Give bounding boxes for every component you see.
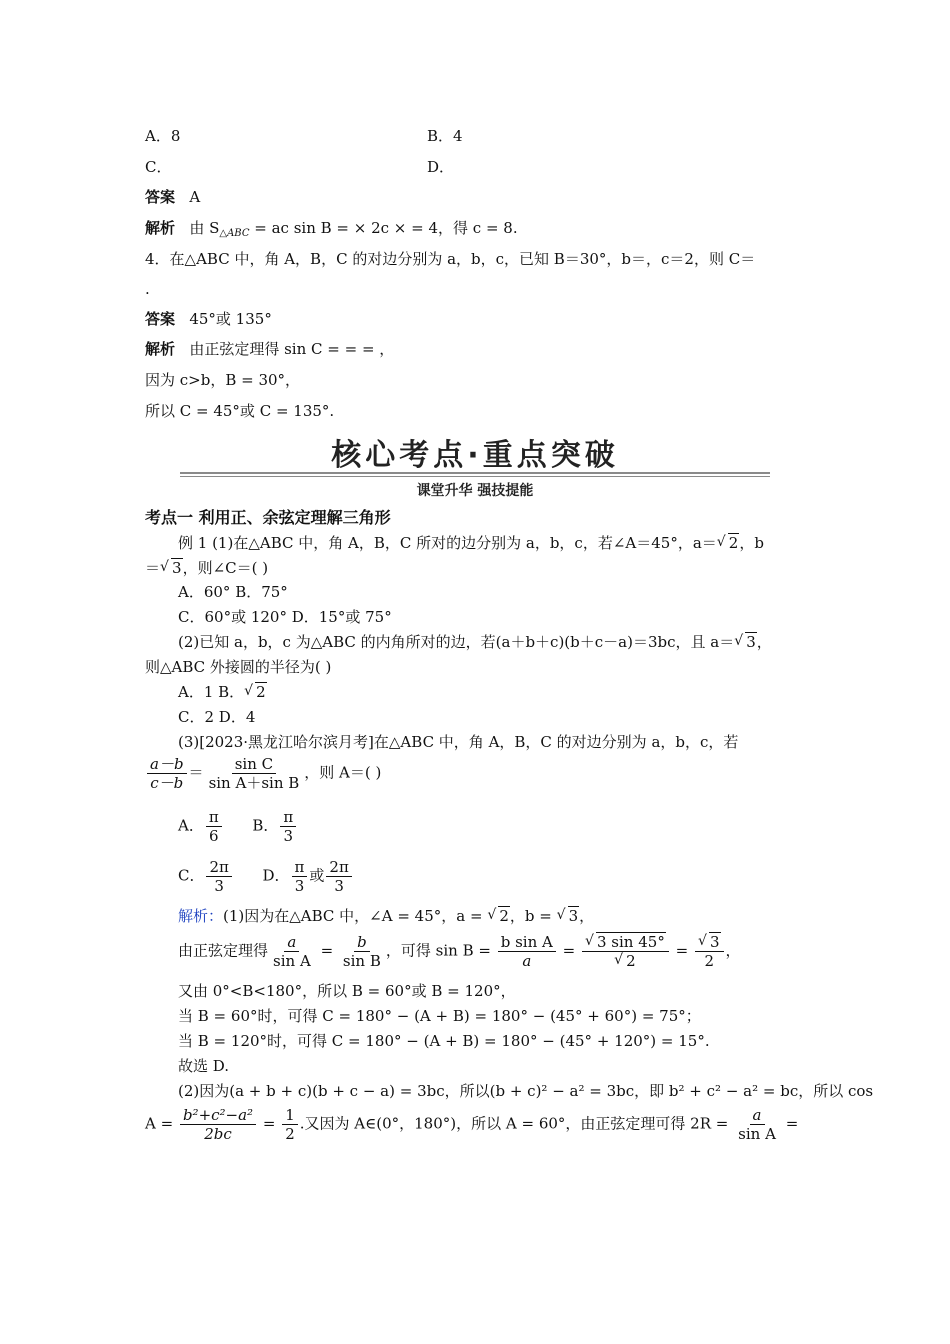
solution-s2-b: ，可得 sin B = — [385, 941, 491, 960]
sqrt-3: √ 3 — [556, 907, 579, 925]
frac-num: b²+c²−a² — [180, 1106, 256, 1125]
solution-4: 当 B = 60°时，可得 C = 180° − (A + B) = 180° − (45° + 60°) = 75°； — [178, 1007, 701, 1025]
banner-title: 核心考点·重点突破 — [331, 438, 619, 473]
solution-s2-c: ， — [725, 941, 741, 960]
opt-c-label: C． — [178, 866, 205, 885]
frac-num: a－b — [147, 755, 187, 774]
ex1-p2-a: (2)已知 a，b，c 为△ABC 的内角所对的边，若(a＋b＋c)(b＋c－a)＝3bc，且 a＝ — [178, 633, 735, 651]
banner-subtitle: 课堂升华 强技提能 — [416, 483, 534, 499]
ex1-p3: (3)[2023·黑龙江哈尔滨月考]在△ABC 中，角 A，B，C 的对边分别为 a，b，c，若 — [178, 733, 739, 751]
frac-num: sin C — [232, 755, 276, 774]
fraction-sqrt3sin45-sqrt2 — [582, 933, 669, 970]
ex1-opt3-ab — [178, 808, 298, 845]
q4-line1: 4．在△ABC 中，角 A，B，C 的对边分别为 a，b，c，已知 B＝30°，b＝，c＝2，则 C＝ — [145, 250, 756, 268]
answer-value: A — [189, 188, 201, 206]
analysis-text-a: 由 S — [189, 219, 220, 237]
section-banner — [180, 430, 770, 500]
frac-num: b — [354, 933, 370, 952]
fraction-a-b-over-c-b — [147, 755, 187, 792]
ex1-p2 — [178, 632, 772, 652]
ex1-opt2-a: A．1 B． — [178, 683, 245, 701]
frac-num: a — [750, 1106, 765, 1125]
frac-num: 2π — [206, 858, 231, 877]
frac-den: 3 — [294, 877, 305, 895]
solution-label: 解析： — [178, 907, 224, 925]
solution-s8-c: = — [785, 1114, 799, 1133]
ex1-p1-a: 例 1 (1)在△ABC 中，角 A，B，C 所对的边分别为 a，b，c，若∠A＝45°，a＝ — [178, 534, 717, 552]
fraction-a-sina — [270, 933, 314, 970]
sqrt-2-value: 2 — [626, 952, 636, 970]
ex1-p2-cont: 则△ABC 外接圆的半径为( ) — [145, 658, 332, 676]
q4-analysis-3: 所以 C = 45°或 C = 135°. — [145, 402, 335, 420]
fraction-sqrt3-2 — [695, 933, 724, 970]
equals: ＝ — [188, 763, 204, 782]
q3-analysis — [145, 218, 518, 244]
frac-num: 1 — [282, 1106, 298, 1125]
frac-den: 2bc — [204, 1125, 232, 1143]
fraction-one-half — [282, 1106, 298, 1143]
ex1-p1 — [178, 533, 764, 553]
or-text: 或 — [309, 866, 325, 885]
sqrt-3-value: 3 — [709, 933, 720, 951]
frac-den: 3 — [283, 827, 294, 845]
sqrt-3: √ 3 — [734, 633, 756, 651]
sqrt-3sin45-value: 3 sin 45° — [597, 933, 665, 951]
analysis-text: 由正弦定理得 sin C = = = ， — [189, 340, 395, 358]
equals: = — [320, 941, 334, 960]
fraction-a-sina — [735, 1106, 779, 1143]
ex1-opt1-ab: A．60° B．75° — [178, 583, 288, 601]
solution-s8-b: .又因为 A∈(0°，180°)，所以 A = 60°，由正弦定理可得 2R = — [299, 1114, 729, 1133]
opt-a-label: A． — [178, 816, 204, 835]
analysis-label: 解析 — [145, 340, 176, 358]
fraction-2pi-3 — [326, 858, 351, 895]
fraction-sinc — [206, 755, 303, 792]
sqrt-3: √ 3 — [697, 933, 720, 951]
solution-1 — [178, 906, 594, 926]
ex1-opt1-cd: C．60°或 120° D．15°或 75° — [178, 608, 392, 626]
frac-den: c－b — [150, 774, 184, 792]
frac-den: 2 — [285, 1125, 295, 1143]
equals: = — [262, 1114, 276, 1133]
frac-num: 2π — [326, 858, 351, 877]
q3-answer — [145, 187, 200, 207]
ex1-p1-b: ，b — [739, 534, 764, 552]
sqrt-3-value: 3 — [172, 559, 182, 577]
solution-s8-a: A = — [145, 1114, 174, 1133]
q4-answer — [145, 309, 272, 329]
equals: = — [675, 941, 689, 960]
sqrt-2-value: 2 — [728, 534, 739, 552]
q4-line2: . — [145, 280, 150, 298]
solution-6: 故选 D. — [178, 1057, 230, 1075]
frac-den: 6 — [209, 827, 219, 845]
fraction-2pi-3 — [206, 858, 231, 895]
q4-analysis-1 — [145, 339, 394, 359]
frac-den: sin A — [273, 952, 311, 970]
answer-value: 45°或 135° — [189, 310, 272, 328]
sqrt-3-value: 3 — [746, 633, 756, 651]
answer-label: 答案 — [145, 188, 176, 206]
solution-s1-b: ，b = — [509, 907, 557, 925]
ex1-p1-c: ＝ — [145, 559, 161, 577]
banner-rule — [180, 472, 770, 474]
ex1-opt3-cd — [178, 858, 354, 895]
ex1-opt2-ab — [178, 682, 267, 702]
solution-s2-a: 由正弦定理得 — [178, 941, 269, 960]
frac-den: sin A＋sin B — [208, 774, 300, 792]
ex1-p1-d: ，则∠C＝( ) — [182, 559, 269, 577]
fraction-pi-6 — [206, 808, 222, 845]
sqrt-2: √ 2 — [716, 534, 739, 552]
frac-den: sin A — [738, 1125, 776, 1143]
fraction-pi-3 — [280, 808, 296, 845]
frac-den: 3 — [334, 877, 344, 895]
frac-num: π — [292, 858, 308, 877]
sqrt-3sin45: √ 3 sin 45° — [585, 933, 665, 951]
sqrt-2-value: 2 — [256, 683, 266, 701]
option-d: D． — [427, 158, 455, 176]
fraction-cosine-law — [180, 1106, 256, 1143]
fraction-pi-3 — [292, 858, 308, 895]
frac-num: b sin A — [498, 933, 556, 952]
equals: = — [562, 941, 576, 960]
ex1-p1-cont — [145, 558, 268, 578]
fraction-bsina-a — [498, 933, 556, 970]
frac-den: a — [522, 952, 532, 970]
sqrt-3: √ 3 — [160, 559, 182, 577]
ex1-p2-b: ， — [756, 633, 772, 651]
sqrt-3-value: 3 — [568, 907, 579, 925]
frac-num: π — [280, 808, 296, 827]
frac-den: 3 — [214, 877, 224, 895]
option-a: A．8 — [145, 127, 181, 145]
banner-rule-thin — [180, 476, 770, 477]
opt-b-label: B． — [252, 816, 279, 835]
ex1-p3-b: ，则 A＝( ) — [304, 763, 382, 782]
sqrt-2-value: 2 — [499, 907, 509, 925]
ex1-opt2-cd: C．2 D．4 — [178, 708, 256, 726]
opt-d-label: D． — [262, 866, 290, 885]
fraction-b-sinb — [340, 933, 384, 970]
sqrt-2: √ 2 — [614, 952, 636, 970]
answer-label: 答案 — [145, 310, 176, 328]
option-c: C． — [145, 158, 172, 176]
frac-num: π — [206, 808, 222, 827]
sqrt-2: √ 2 — [244, 683, 266, 701]
solution-5: 当 B = 120°时，可得 C = 180° − (A + B) = 180° − (45° + 120°) = 15°. — [178, 1032, 710, 1050]
section-heading: 考点一 利用正、余弦定理解三角形 — [145, 508, 391, 527]
analysis-label: 解析 — [145, 219, 176, 237]
sqrt-2: √ 2 — [487, 907, 509, 925]
analysis-text-b: = ac sin B = × 2c × = 4，得 c = 8. — [249, 219, 518, 237]
analysis-sub: △ABC — [219, 228, 250, 239]
q4-analysis-2: 因为 c>b，B = 30°， — [145, 371, 301, 389]
solution-8 — [145, 1106, 798, 1143]
solution-2 — [178, 933, 741, 970]
solution-s1: (1)因为在△ABC 中，∠A = 45°，a = — [223, 907, 488, 925]
solution-7: (2)因为(a + b + c)(b + c − a) = 3bc，所以(b + c)² − a² = 3bc，即 b² + c² − a² = bc，所以 cos — [178, 1082, 874, 1100]
solution-s1-c: ， — [579, 907, 595, 925]
ex1-p3-eq — [145, 755, 381, 792]
frac-den: 2 — [704, 952, 715, 970]
frac-num: a — [284, 933, 299, 952]
solution-3: 又由 0°<B<180°，所以 B = 60°或 B = 120°， — [178, 982, 516, 1000]
option-b: B．4 — [427, 127, 463, 145]
frac-den: sin B — [342, 952, 381, 970]
